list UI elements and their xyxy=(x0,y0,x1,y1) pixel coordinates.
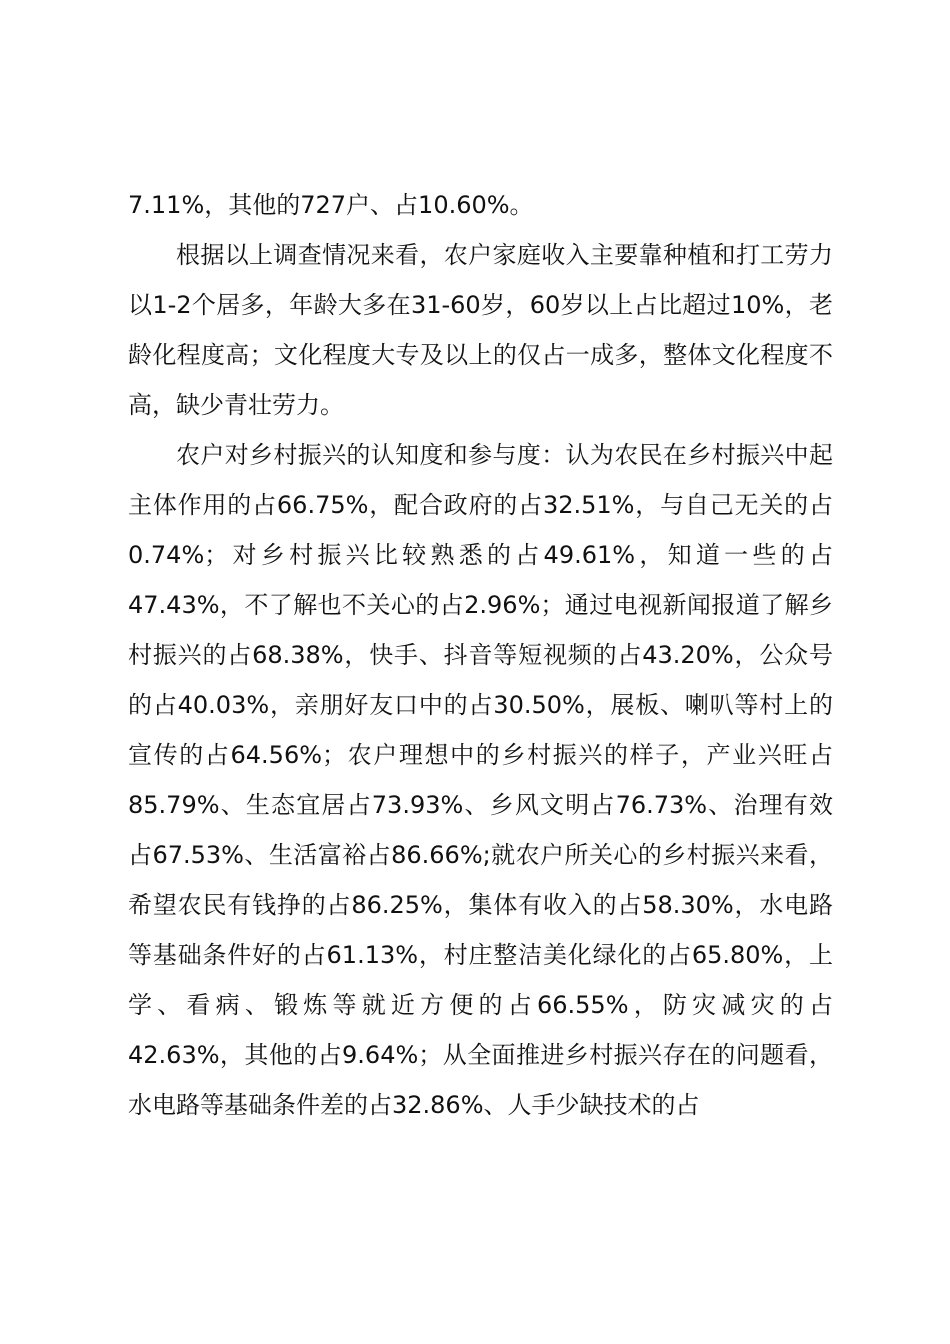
document-body xyxy=(128,180,833,1130)
paragraph-continuation: 7.11%，其他的727户、占10.60%。 xyxy=(128,191,534,219)
paragraph-awareness: 农户对乡村振兴的认知度和参与度：认为农民在乡村振兴中起主体作用的占66.75%，配合政府的占32.51%，与自己无关的占0.74%；对乡村振兴比较熟悉的占49.61%，知道一些的占47.43%，不了解也不关心的占2.96%；通过电视新闻报道了解乡村振兴的占68.38%，快手、抖音等短视频的占43.20%，公众号的占40.03%，亲朋好友口中的占30.50%，展板、喇叭等村上的宣传的占64.56%；农户理想中的乡村振兴的样子，产业兴旺占85.79%、生态宜居占73.93%、乡风文明占76.73%、治理有效占67.53%、生活富裕占86.66%;就农户所关心的乡村振兴来看，希望农民有钱挣的占86.25%，集体有收入的占58.30%，水电路等基础条件好的占61.13%，村庄整洁美化绿化的占65.80%，上学、看病、锻炼等就近方便的占66.55%，防灾减灾的占42.63%，其他的占9.64%；从全面推进乡村振兴存在的问题看，水电路等基础条件差的占32.86%、人手少缺技术的占 xyxy=(128,441,833,1119)
paragraph-summary: 根据以上调查情况来看，农户家庭收入主要靠种植和打工劳力以1-2个居多，年龄大多在31-60岁，60岁以上占比超过10%，老龄化程度高；文化程度大专及以上的仅占一成多，整体文化程度不高，缺少青壮劳力。 xyxy=(128,241,833,419)
